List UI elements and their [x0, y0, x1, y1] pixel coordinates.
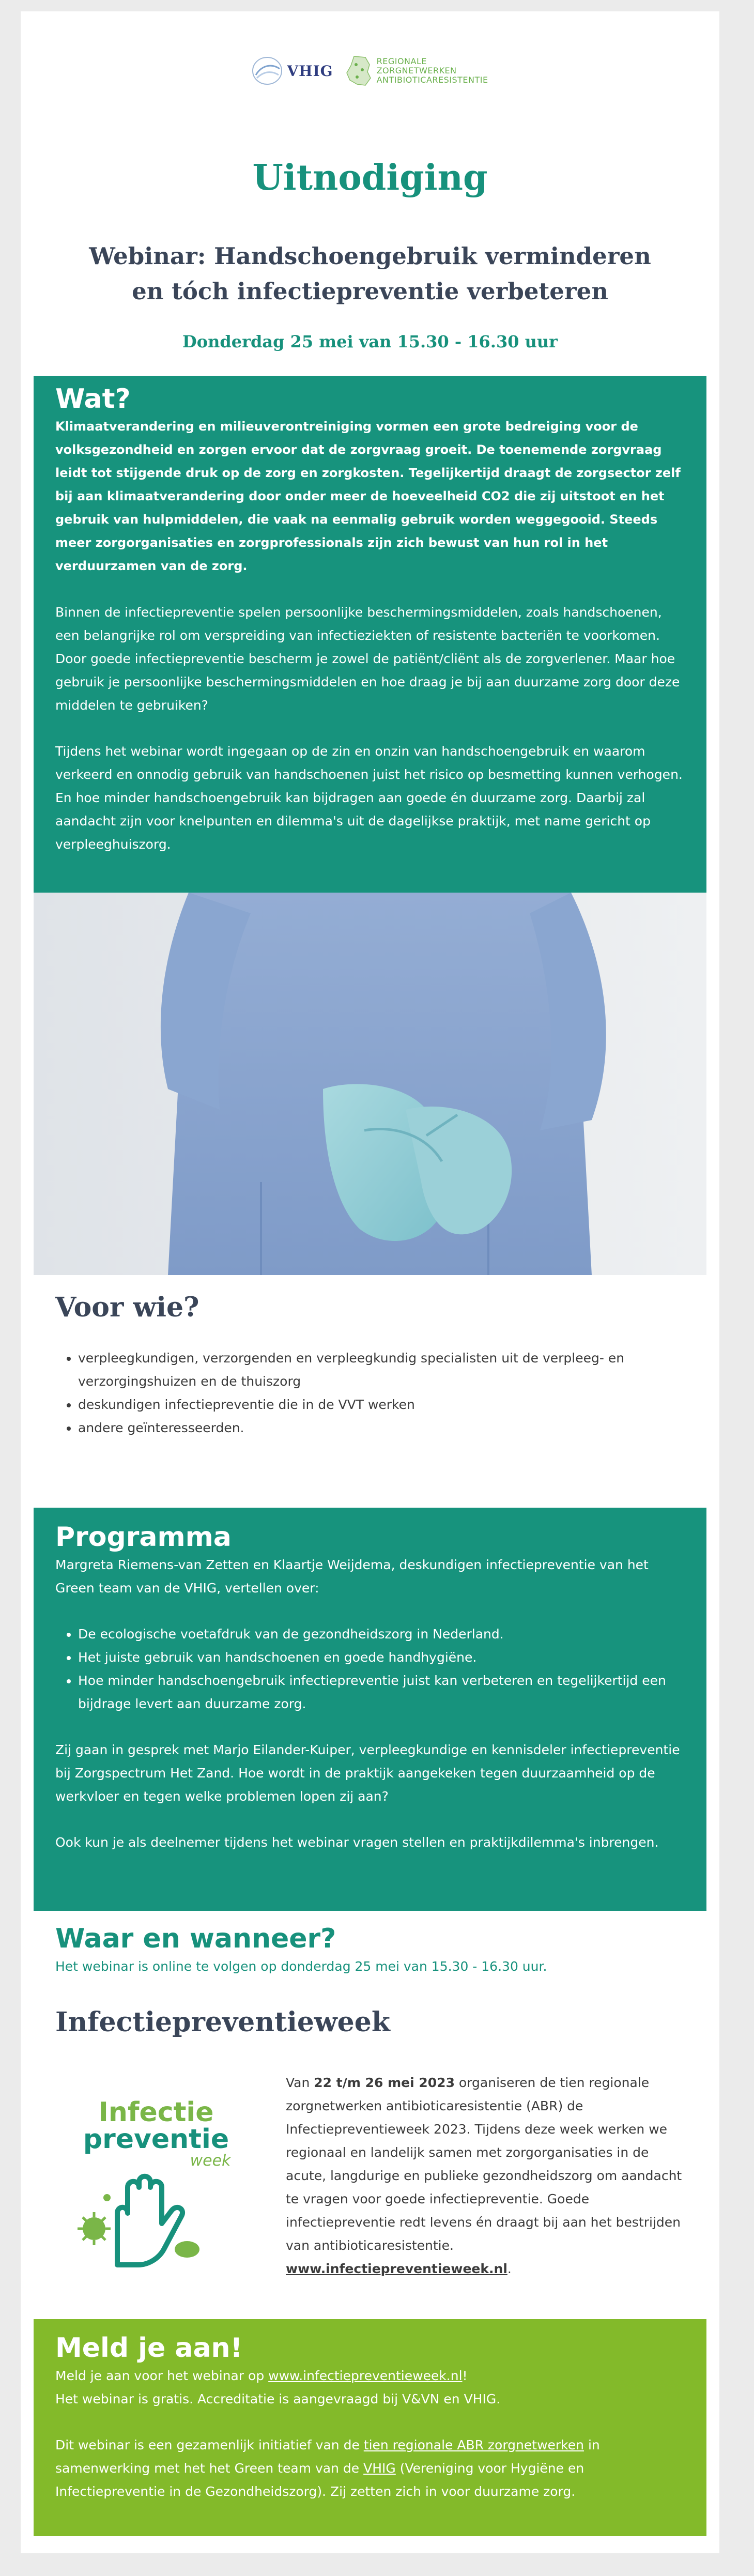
infectiepreventieweek-logo	[55, 2094, 257, 2280]
abr-networks-link[interactable]: tien regionale ABR zorgnetwerken	[363, 2437, 584, 2452]
text-run: .	[507, 2261, 512, 2276]
audience-list	[55, 1346, 685, 1439]
logo-bar	[21, 40, 719, 102]
list-item: • deskundigen infectiepreventie die in de VVT werken	[78, 1393, 685, 1416]
section-heading: Wat?	[55, 384, 131, 415]
rzn-line: ZORGNETWERKEN	[376, 66, 457, 75]
vhig-link[interactable]: VHIG	[363, 2461, 396, 2476]
list-item: • andere geïnteresseerden.	[78, 1416, 685, 1439]
logo-word: preventie	[83, 2124, 229, 2155]
gloved-hands-image	[34, 893, 706, 1275]
body-paragraph: Binnen de infectiepreventie spelen persoonlijke beschermingsmiddelen, zoals handschoenen, een belangrijke rol om verspreiding van infectieziekten of resistente bacteriën te voorkomen. Door goede infectiepreventie bescherm je zowel de patiënt/cliënt als de zorgverlener. Maar hoe gebruik je persoonlijke beschermingsmiddelen en hoe draag je bij aan duurzame zorg door deze middelen te gebruiken?	[55, 605, 680, 713]
body-paragraph	[55, 2433, 685, 2503]
date-range: 22 t/m 26 mei 2023	[314, 2075, 455, 2090]
section-waar-wanneer	[34, 1913, 706, 1986]
infectiepreventieweek-text	[286, 2071, 689, 2280]
section-programma	[34, 1508, 706, 1911]
list-item: • De ecologische voetafdruk van de gezondheidszorg in Nederland.	[78, 1622, 685, 1646]
vhig-emblem-icon	[252, 55, 283, 86]
intro-paragraph: Klimaatverandering en milieuverontreiniging vormen een grote bedreiging voor de volksgezondheid en zorgen ervoor dat de zorgvraag groeit. De toenemende zorgvraag leidt tot stijgende druk op de zorg en zorgkosten. Tegelijkertijd draagt de zorgsector zelf bij aan klimaatverandering door onder meer de hoeveelheid CO2 die zij uitstoot en het gebruik van hulpmiddelen, die vaak na eenmalig gebruik worden weggegooid. Steeds meer zorgorganisaties en zorgprofessionals zijn zich bewust van hun rol in het verduurzamen van de zorg.	[55, 419, 681, 573]
netherlands-map-icon	[345, 54, 372, 87]
webinar-title-line: Webinar: Handschoengebruik verminderen	[89, 242, 651, 270]
body-paragraph	[55, 2364, 685, 2411]
body-paragraph: Margreta Riemens-van Zetten en Klaartje Weijdema, deskundigen infectiepreventie van het Green team van de VHIG, vertellen over:	[55, 1557, 649, 1596]
text-run: organiseren de tien regionale zorgnetwerken antibioticaresistentie (ABR) de Infectiepreventieweek 2023. Tijdens deze week werken we regionaal en landelijk samen met zorgorganisaties in de acute, langdurige en publieke gezondheidszorg om aandacht te vragen voor goede infectiepreventie. Goede infectiepreventie redt levens én draagt bij aan het bestrijden van antibioticaresistentie.	[286, 2075, 682, 2253]
body-paragraph: Zij gaan in gesprek met Marjo Eilander-Kuiper, verpleegkundige en kennisdeler infectiepreventie bij Zorgspectrum Het Zand. Hoe wordt in de praktijk aangekeken tegen duurzaamheid op de werkvloer en tegen welke problemen lopen zij aan?	[55, 1742, 680, 1804]
section-wat	[34, 376, 706, 893]
section-heading: Meld je aan!	[55, 2333, 243, 2364]
list-item: • Het juiste gebruik van handschoenen en goede handhygiëne.	[78, 1646, 685, 1669]
webinar-date: Donderdag 25 mei van 15.30 - 16.30 uur	[182, 332, 558, 351]
page-title: Uitnodiging	[252, 157, 488, 198]
webinar-title-line: en tóch infectiepreventie verbeteren	[132, 278, 608, 305]
text-run: !	[462, 2368, 468, 2383]
text-run: Van	[286, 2075, 314, 2090]
rzn-line: ANTIBIOTICARESISTENTIE	[376, 75, 488, 85]
text-run: in samenwerking met het het Green team van de	[55, 2437, 600, 2476]
vhig-logo	[252, 55, 333, 86]
section-heading: Waar en wanneer?	[55, 1923, 336, 1954]
newsletter-page	[21, 11, 719, 2553]
body-paragraph: Het webinar is online te volgen op donderdag 25 mei van 15.30 - 16.30 uur.	[55, 1959, 547, 1974]
body-paragraph: Ook kun je als deelnemer tijdens het webinar vragen stellen en praktijkdilemma's inbrengen.	[55, 1835, 659, 1850]
section-voor-wie	[34, 1275, 706, 1508]
text-run: Meld je aan voor het webinar op	[55, 2368, 269, 2383]
vhig-wordmark: VHIG	[287, 62, 333, 80]
list-item: • verpleegkundigen, verzorgenden en verpleegkundig specialisten uit de verpleeg- en verzorgingshuizen en de thuiszorg	[78, 1346, 685, 1393]
text-run: (Vereniging voor Hygiëne en Infectiepreventie in de Gezondheidszorg). Zij zetten zich in voor duurzame zorg.	[55, 2461, 584, 2499]
text-run: Dit webinar is een gezamenlijk initiatief van de	[55, 2437, 364, 2452]
section-heading: Voor wie?	[55, 1292, 199, 1323]
infectiepreventieweek-link[interactable]: www.infectiepreventieweek.nl	[286, 2261, 507, 2276]
section-heading: Programma	[55, 1522, 232, 1553]
section-infectiepreventieweek	[34, 2071, 706, 2304]
list-item: • Hoe minder handschoengebruik infectiepreventie juist kan verbeteren en tegelijkertijd een bijdrage levert aan duurzame zorg.	[78, 1669, 685, 1715]
section-meld-je-aan	[34, 2319, 706, 2536]
rzn-line: REGIONALE	[376, 56, 427, 66]
text-run: Het webinar is gratis. Accreditatie is aangevraagd bij V&VN en VHIG.	[55, 2391, 501, 2406]
registration-link[interactable]: www.infectiepreventieweek.nl	[268, 2368, 463, 2383]
logo-word: Infectie	[98, 2097, 214, 2128]
webinar-title	[34, 239, 706, 309]
rzn-wordmark	[377, 57, 488, 85]
hand-virus-logo-icon	[55, 2094, 257, 2280]
gloves-photo	[34, 893, 706, 1275]
rzn-logo	[345, 54, 488, 87]
program-list	[55, 1622, 685, 1715]
body-paragraph: Tijdens het webinar wordt ingegaan op de zin en onzin van handschoengebruik en waarom verkeerd en onnodig gebruik van handschoenen juist het risico op besmetting kunnen verhogen. En hoe minder handschoengebruik kan bijdragen aan goede én duurzame zorg. Daarbij zal aandacht zijn voor knelpunten en dilemma's uit de dagelijkse praktijk, met name gericht op verpleeghuiszorg.	[55, 744, 683, 852]
section-heading: Infectiepreventieweek	[55, 2006, 390, 2038]
logo-word: week	[190, 2152, 231, 2170]
